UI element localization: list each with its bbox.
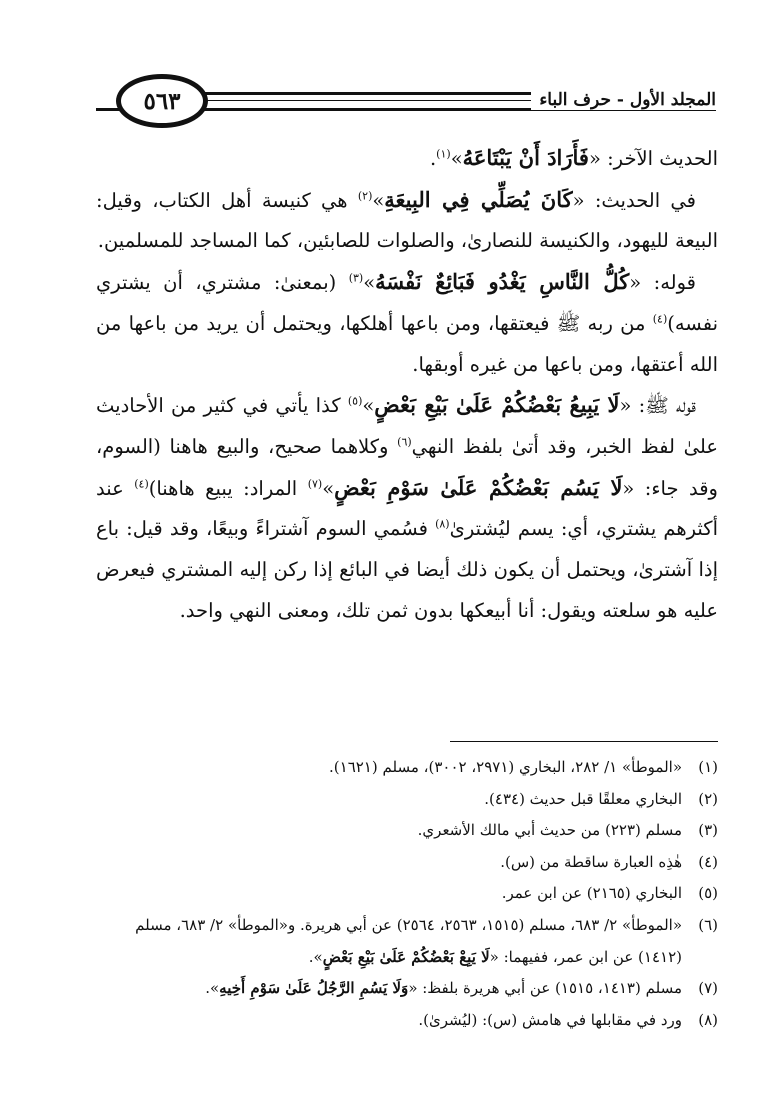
- hadith-quote: كَانَ يُصَلِّي فِي البِيعَةِ: [384, 186, 573, 212]
- footnote-ref: (٤): [652, 312, 668, 326]
- text-run: »: [450, 147, 463, 170]
- text-run: .: [429, 147, 437, 170]
- footnote-ref: (٢): [357, 189, 373, 203]
- paragraph: [96, 180, 718, 262]
- footnote-ref: (٤): [134, 477, 149, 491]
- text-run: قوله: «: [629, 271, 696, 295]
- text-run: البخاري (٢١٦٥) عن ابن عمر.: [501, 884, 682, 903]
- text-run: فسُمي السوم آشتراءً وبيعًا، وقد قيل: باع إذا آشترىٰ، ويحتمل أن يكون ذلك أيضا في البائع إذا ركن إليه المشتري فيعرض عليه هو سلعته ويقول: أنا أبيعكها بدون ثمن تلك، ومعنى النهي واحد.: [96, 517, 718, 622]
- footnote-number: (٥): [698, 884, 718, 903]
- footnote-item: [96, 878, 718, 910]
- paragraph: [96, 138, 718, 180]
- footnote-ref: (٨): [435, 517, 450, 531]
- text-run: مسلم (٢٢٣) من حديث أبي مالك الأشعري.: [417, 821, 682, 840]
- paragraph: [96, 385, 718, 631]
- text-run: عند أكثرهم يشتري، أي: يسم ليُشترىٰ: [96, 476, 718, 541]
- footnote-item: [96, 752, 718, 784]
- footnote-ref: (١): [436, 147, 451, 161]
- text-run: مسلم (١٤١٣، ١٥١٥) عن أبي هريرة بلفظ: «: [408, 979, 682, 998]
- footnote-number: (٢): [698, 789, 718, 808]
- text-run: «الموطأ» ٢/ ٦٨٣، مسلم (١٥١٥، ٢٥٦٣، ٢٥٦٤) عن أبي هريرة. و«الموطأ» ٢/ ٦٨٣، مسلم (١٤١٢) عن ابن عمر، ففيهما: «: [135, 915, 682, 966]
- footnote-ref: (٣): [348, 271, 364, 285]
- footnote-number: (٦): [698, 915, 718, 934]
- text-run: ».: [205, 979, 220, 998]
- text-run: »: [322, 476, 335, 500]
- hadith-quote: لَا يَبِيعُ بَعْضُكُمْ عَلَىٰ بَيْعِ بَعْضٍ: [374, 392, 620, 418]
- text-run: (بمعنىٰ: مشتري، أن يشتري نفسه): [96, 271, 718, 335]
- footnote-text: [96, 1005, 682, 1037]
- page-number-badge: [116, 74, 208, 128]
- footnote-text: [96, 910, 682, 973]
- quoted-text: لَا يَبِعْ بَعْضُكُمْ عَلَىٰ بَيْعِ بَعْضٍ: [322, 947, 490, 966]
- footnote-text: [96, 752, 682, 784]
- footnote-number: (١): [698, 758, 718, 776]
- footnote-text: [96, 973, 682, 1005]
- text-run: «الموطأ» ١/ ٢٨٢، البخاري (٢٩٧١، ٣٠٠٢)، مسلم (١٦٢١).: [329, 758, 682, 776]
- footnote-number: (٤): [698, 852, 718, 871]
- footnote-separator: [450, 741, 718, 742]
- hadith-quote: كُلُّ النَّاسِ يَغْدُو فَبَائِعٌ نَفْسَهُ: [375, 269, 630, 295]
- footnote-item: [96, 910, 718, 973]
- page-number: ٥٦٣: [143, 87, 181, 115]
- text-run: كذا يأتي في كثير من الأحاديث علىٰ لفظ الخبر، وقد أتىٰ بلفظ النهي: [96, 394, 718, 458]
- text-run: هي كنيسة أهل الكتاب، وقيل: البيعة لليهود، والكنيسة للنصارىٰ، والصلوات للصابئين، كما المساجد للمسلمين.: [96, 188, 718, 253]
- text-run: هٰذِه العبارة ساقطة من (س).: [500, 852, 682, 871]
- text-run: ».: [308, 947, 323, 966]
- text-run: »: [362, 394, 375, 418]
- footnote-item: [96, 1005, 718, 1037]
- text-run: من ربه ﷺ فيعتقها، ومن باعها أهلكها، ويحتمل أن يريد من باعها من الله أعتقها، ومن باعها من غيره أوبقها.: [96, 311, 718, 376]
- hadith-quote: لَا يَسُم بَعْضُكُمْ عَلَىٰ سَوْمِ بَعْضٍ: [334, 474, 623, 500]
- footnote-ref: (٧): [307, 477, 323, 491]
- footnote-item: [96, 815, 718, 847]
- footnote-text: [96, 815, 682, 847]
- footnote-number: (٧): [698, 979, 718, 998]
- text-run: »: [363, 271, 376, 295]
- running-title: المجلد الأول - حرف الباء: [531, 90, 716, 110]
- hadith-quote: فَأَرَادَ أَنْ يَبْتَاعَهُ: [462, 145, 589, 170]
- page-header: [96, 70, 716, 134]
- text-run: الحديث الآخر: «: [588, 147, 718, 170]
- main-text: [96, 138, 718, 631]
- text-run: البخاري معلقًا قبل حديث (٤٣٤).: [484, 789, 682, 808]
- text-run: وكلاهما صحيح، والبيع هاهنا (السوم، وقد جاء: «: [96, 434, 718, 500]
- footnote-text: [96, 784, 682, 816]
- footnotes: [96, 752, 718, 1036]
- text-run: قوله ﷺ: «: [619, 394, 696, 418]
- footnote-ref: (٦): [397, 435, 412, 449]
- footnote-number: (٣): [698, 821, 718, 840]
- text-run: »: [372, 188, 385, 212]
- footnote-text: [96, 847, 682, 879]
- footnote-item: [96, 784, 718, 816]
- text-run: في الحديث: «: [572, 188, 697, 212]
- text-run: المراد: يبيع هاهنا): [148, 476, 308, 500]
- paragraph: [96, 262, 718, 385]
- quoted-text: وَلَا يَسُمِ الرَّجُلُ عَلَىٰ سَوْمِ أَخِيهِ: [219, 979, 409, 998]
- footnote-number: (٨): [698, 1010, 718, 1029]
- footnote-item: [96, 973, 718, 1005]
- text-run: ورد في مقابلها في هامش (س): (ليُشرىٰ).: [418, 1010, 682, 1029]
- footnote-text: [96, 878, 682, 910]
- footnote-ref: (٥): [347, 394, 363, 408]
- footnote-item: [96, 847, 718, 879]
